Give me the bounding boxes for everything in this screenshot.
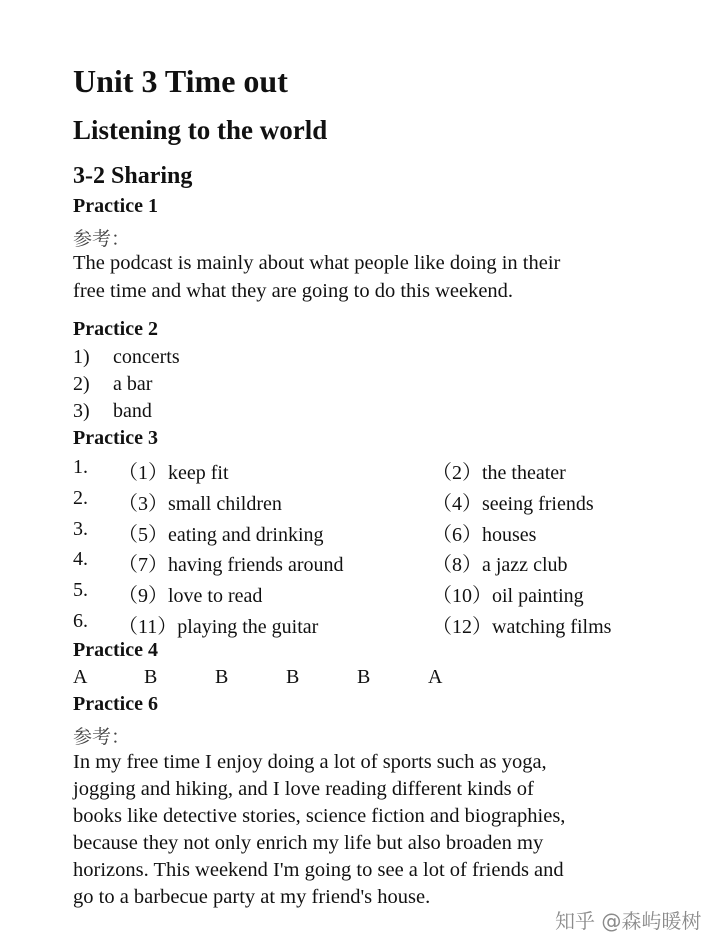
practice6-heading: Practice 6 bbox=[73, 693, 158, 715]
practice3-answer-5: （5）eating and drinking bbox=[118, 524, 324, 546]
unit-title: Unit 3 Time out bbox=[73, 63, 288, 99]
practice6-line-3: books like detective stories, science fiction and biographies, bbox=[73, 805, 566, 827]
practice2-num-3: 3) bbox=[73, 400, 90, 422]
practice3-answer-9: （9）love to read bbox=[118, 585, 263, 607]
section-title: Listening to the world bbox=[73, 115, 328, 145]
practice3-num-4: 4. bbox=[73, 548, 88, 570]
practice3-num-3: 3. bbox=[73, 518, 88, 540]
watermark: 知乎 @森屿暖树 bbox=[555, 909, 702, 933]
practice3-answer-4: （4）seeing friends bbox=[432, 493, 594, 515]
practice4-heading: Practice 4 bbox=[73, 639, 158, 661]
practice4-answer-5: B bbox=[357, 666, 371, 688]
subsection-title: 3-2 Sharing bbox=[73, 163, 193, 189]
practice4-answer-6: A bbox=[428, 666, 443, 688]
practice3-answer-10: （10）oil painting bbox=[432, 585, 584, 607]
practice1-reference-label: 参考： bbox=[73, 228, 131, 250]
practice4-answer-3: B bbox=[215, 666, 229, 688]
practice3-answer-8: （8）a jazz club bbox=[432, 554, 568, 576]
practice3-num-2: 2. bbox=[73, 487, 88, 509]
practice2-item-2: a bar bbox=[113, 373, 153, 395]
practice6-line-5: horizons. This weekend I'm going to see a lot of friends and bbox=[73, 859, 564, 881]
practice2-heading: Practice 2 bbox=[73, 318, 158, 340]
practice3-num-1: 1. bbox=[73, 456, 88, 478]
practice4-answer-1: A bbox=[73, 666, 88, 688]
practice2-item-3: band bbox=[113, 400, 152, 422]
practice3-num-5: 5. bbox=[73, 579, 88, 601]
practice2-num-1: 1) bbox=[73, 346, 90, 368]
practice3-answer-3: （3）small children bbox=[118, 493, 282, 515]
practice3-answer-12: （12）watching films bbox=[432, 616, 612, 638]
practice6-line-4: because they not only enrich my life but also broaden my bbox=[73, 832, 544, 854]
practice6-line-6: go to a barbecue party at my friend's house. bbox=[73, 886, 431, 908]
practice3-answer-1: （1）keep fit bbox=[118, 462, 229, 484]
practice3-answer-6: （6）houses bbox=[432, 524, 537, 546]
practice3-num-6: 6. bbox=[73, 610, 88, 632]
practice1-line-1: The podcast is mainly about what people like doing in their bbox=[73, 252, 561, 274]
practice3-answer-7: （7）having friends around bbox=[118, 554, 344, 576]
practice4-answer-4: B bbox=[286, 666, 300, 688]
practice1-heading: Practice 1 bbox=[73, 195, 158, 217]
practice1-line-2: free time and what they are going to do this weekend. bbox=[73, 280, 514, 302]
practice3-heading: Practice 3 bbox=[73, 427, 158, 449]
practice6-line-1: In my free time I enjoy doing a lot of sports such as yoga, bbox=[73, 751, 547, 773]
practice3-answer-11: （11）playing the guitar bbox=[118, 616, 319, 638]
practice6-line-2: jogging and hiking, and I love reading different kinds of bbox=[73, 778, 534, 800]
practice2-item-1: concerts bbox=[113, 346, 180, 368]
practice4-answer-2: B bbox=[144, 666, 158, 688]
practice2-num-2: 2) bbox=[73, 373, 90, 395]
practice3-answer-2: （2）the theater bbox=[432, 462, 566, 484]
practice6-reference-label: 参考： bbox=[73, 726, 131, 748]
